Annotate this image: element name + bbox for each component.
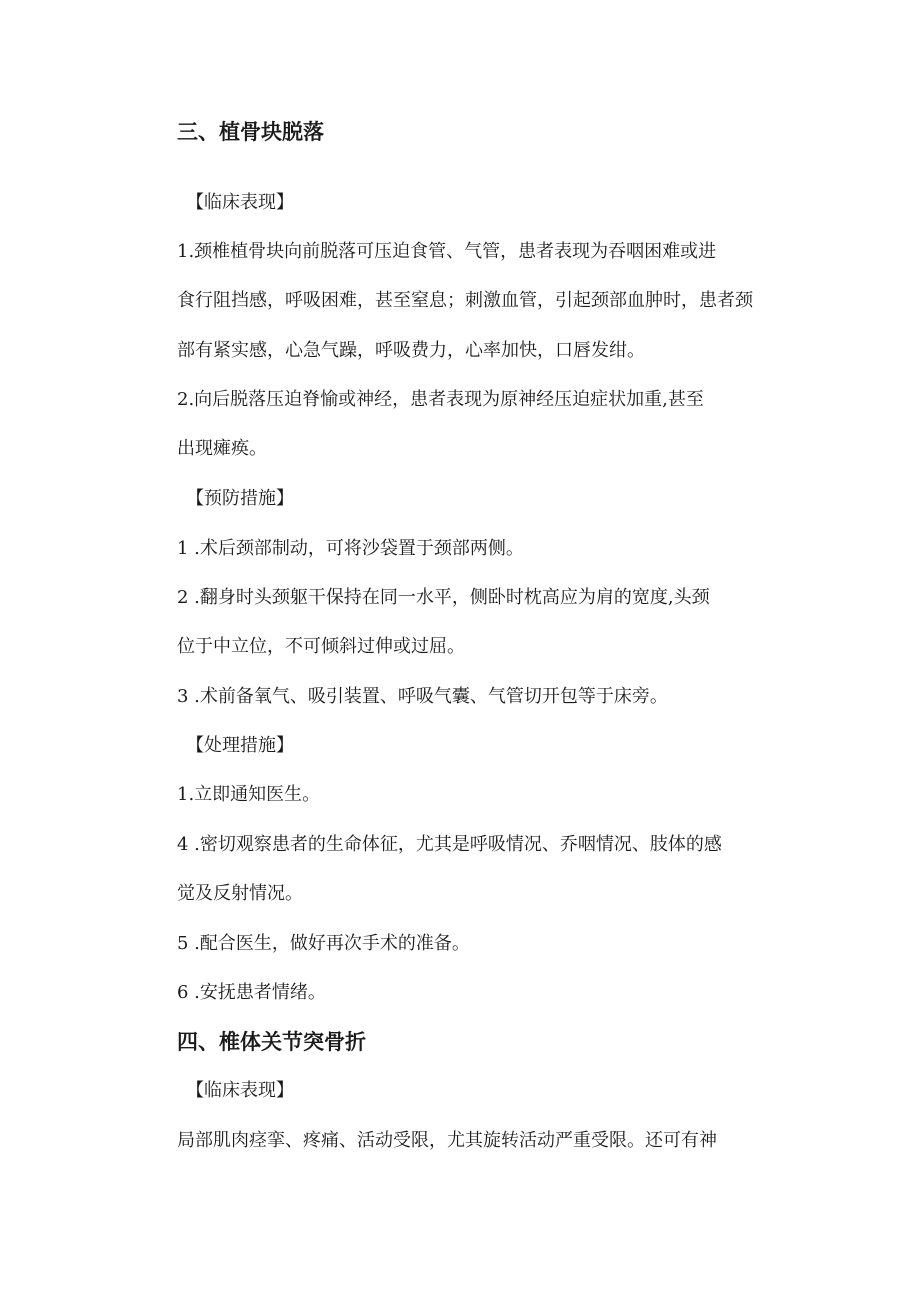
section-3-prevention-label: 【预防措施】 [186, 488, 294, 509]
paragraph-line: 2 .翻身时头颈躯干保持在同一水平，侧卧时枕高应为肩的宽度,头颈 [177, 587, 710, 608]
paragraph-line: 2.向后脱落压迫脊愉或神经，患者表现为原神经压迫症状加重,甚至 [177, 389, 704, 410]
paragraph-line: 部有紧实感，心急气躁，呼吸费力，心率加快，口唇发绀。 [177, 340, 645, 361]
paragraph-line: 1 .术后颈部制动，可将沙袋置于颈部两侧。 [177, 538, 524, 559]
paragraph-line: 出现瘫痪。 [177, 438, 267, 459]
paragraph-line: 4 .密切观察患者的生命体征，尤其是呼吸情况、乔咽情况、肢体的感 [177, 834, 722, 855]
paragraph-line: 局部肌肉痉挛、疼痛、活动受限，尤其旋转活动严重受限。还可有神 [177, 1130, 717, 1151]
section-3-clinical-label: 【临床表现】 [186, 192, 294, 213]
paragraph-line: 6 .安抚患者情绪。 [177, 982, 326, 1003]
section-4-clinical-label: 【临床表现】 [186, 1080, 294, 1101]
paragraph-line: 觉及反射情况。 [177, 883, 303, 904]
paragraph-line: 5 .配合医生，做好再次手术的准备。 [177, 933, 470, 954]
paragraph-line: 食行阻挡感，呼吸困难，甚至窒息；刺激血管，引起颈部血肿时，患者颈 [177, 290, 753, 311]
paragraph-line: 1.颈椎植骨块向前脱落可压迫食管、气管，患者表现为吞咽困难或进 [177, 241, 717, 262]
section-4-title: 四、椎体关节突骨折 [177, 1030, 366, 1054]
paragraph-line: 1.立即通知医生。 [177, 784, 321, 805]
paragraph-line: 3 .术前备氧气、吸引装置、呼吸气囊、气管切开包等于床旁。 [177, 686, 668, 707]
paragraph-line: 位于中立位，不可倾斜过伸或过屈。 [177, 636, 465, 657]
section-3-title: 三、植骨块脱落 [177, 120, 324, 144]
section-3-treatment-label: 【处理措施】 [186, 735, 294, 756]
